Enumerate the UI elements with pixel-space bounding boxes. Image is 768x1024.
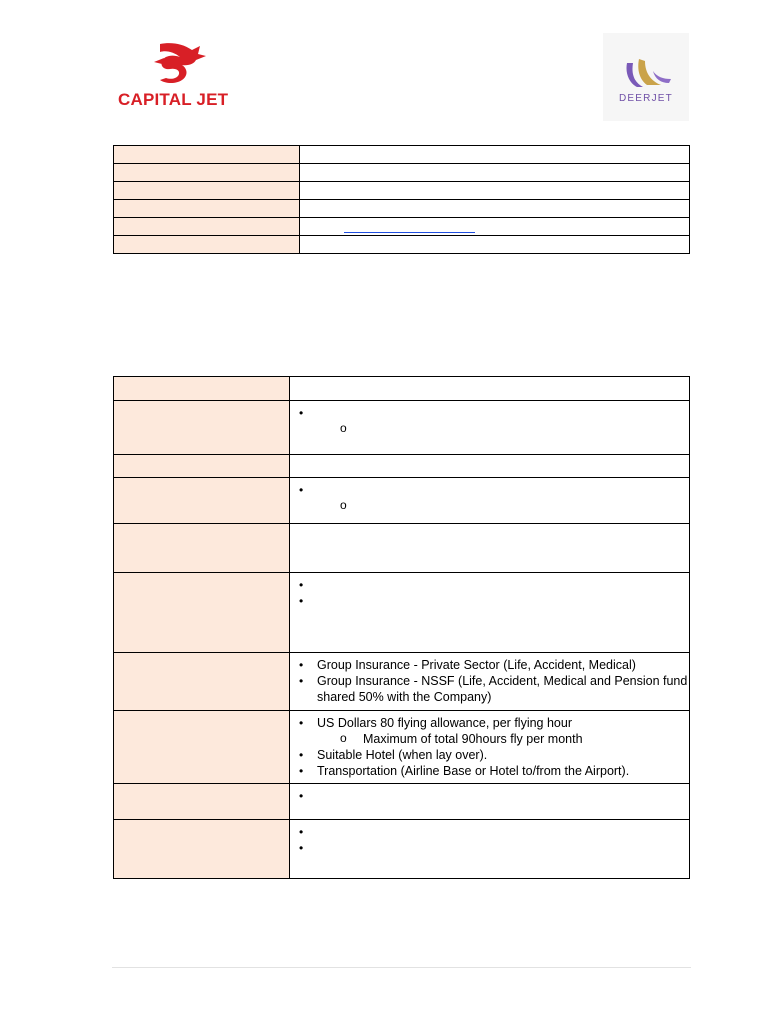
allowances-list: [290, 747, 689, 779]
list-item: • Suitable Hotel (when lay over).: [290, 747, 689, 763]
sub-bullet-list: [290, 421, 689, 437]
info-label-cell: [114, 164, 300, 182]
bullet-list: [290, 482, 689, 498]
table-row: [114, 377, 690, 401]
terms-label-cell: [114, 573, 290, 653]
group-insurance-list: [290, 657, 689, 705]
bullet-list: [290, 788, 689, 804]
info-value-cell: [300, 218, 690, 236]
terms-label-cell: [114, 653, 290, 711]
terms-value-cell: [290, 820, 690, 879]
info-label-cell: [114, 218, 300, 236]
email-link[interactable]: [344, 232, 475, 233]
info-table: [113, 145, 690, 254]
info-value-cell: [300, 200, 690, 218]
table-row: [114, 653, 690, 711]
terms-label-cell: [114, 401, 290, 455]
table-row: [114, 820, 690, 879]
sub-bullet-list: [290, 498, 689, 514]
list-item: [290, 482, 689, 498]
list-item: [290, 577, 689, 593]
table-row: [114, 478, 690, 524]
bullet-list: [290, 577, 689, 609]
capital-jet-wordmark: CAPITAL JET: [118, 90, 229, 109]
terms-label-cell: [114, 524, 290, 573]
sub-bullet-list: [290, 731, 689, 747]
info-value-cell: [300, 182, 690, 200]
deerjet-logo: [603, 33, 689, 121]
info-value-cell: [300, 146, 690, 164]
terms-value-cell: [290, 653, 690, 711]
deerjet-emblem-icon: [603, 33, 689, 121]
table-row: [114, 455, 690, 478]
terms-label-cell: [114, 820, 290, 879]
terms-value-cell: [290, 784, 690, 820]
terms-label-cell: [114, 455, 290, 478]
footer-divider: [112, 967, 691, 968]
list-item: • Group Insurance - NSSF (Life, Accident, Medical and Pension fund shared 50% with the Company): [290, 673, 689, 705]
list-item: [290, 788, 689, 804]
terms-table: [113, 376, 690, 879]
info-label-cell: [114, 200, 300, 218]
list-item: [290, 421, 689, 437]
table-row: [114, 218, 690, 236]
info-value-cell: [300, 164, 690, 182]
terms-value-cell: [290, 524, 690, 573]
terms-label-cell: [114, 784, 290, 820]
list-item: • Group Insurance - Private Sector (Life, Accident, Medical): [290, 657, 689, 673]
list-item: [290, 593, 689, 609]
terms-value-cell: [290, 455, 690, 478]
table-row: [114, 146, 690, 164]
capital-jet-logo: [118, 40, 242, 112]
info-label-cell: [114, 182, 300, 200]
terms-label-cell: [114, 377, 290, 401]
table-row: [114, 524, 690, 573]
list-item: o Maximum of total 90hours fly per month: [290, 731, 689, 747]
table-row: [114, 236, 690, 254]
terms-label-cell: [114, 478, 290, 524]
table-row: [114, 784, 690, 820]
info-label-cell: [114, 236, 300, 254]
table-row: [114, 164, 690, 182]
list-item: [290, 405, 689, 421]
list-item: • Transportation (Airline Base or Hotel to/from the Airport).: [290, 763, 689, 779]
allowances-list: [290, 715, 689, 731]
list-item: • US Dollars 80 flying allowance, per flying hour: [290, 715, 689, 731]
terms-value-cell: [290, 377, 690, 401]
table-row: [114, 200, 690, 218]
deerjet-wordmark: DEERJET: [619, 93, 673, 104]
list-item: [290, 840, 689, 856]
table-row: [114, 401, 690, 455]
table-row: [114, 711, 690, 784]
terms-label-cell: [114, 711, 290, 784]
info-value-cell: [300, 236, 690, 254]
terms-value-cell: [290, 711, 690, 784]
table-row: [114, 573, 690, 653]
bullet-list: [290, 405, 689, 421]
terms-value-cell: [290, 573, 690, 653]
bullet-list: [290, 824, 689, 856]
info-label-cell: [114, 146, 300, 164]
terms-value-cell: [290, 401, 690, 455]
list-item: [290, 498, 689, 514]
terms-value-cell: [290, 478, 690, 524]
dragon-icon: [148, 40, 208, 88]
list-item: [290, 824, 689, 840]
table-row: [114, 182, 690, 200]
